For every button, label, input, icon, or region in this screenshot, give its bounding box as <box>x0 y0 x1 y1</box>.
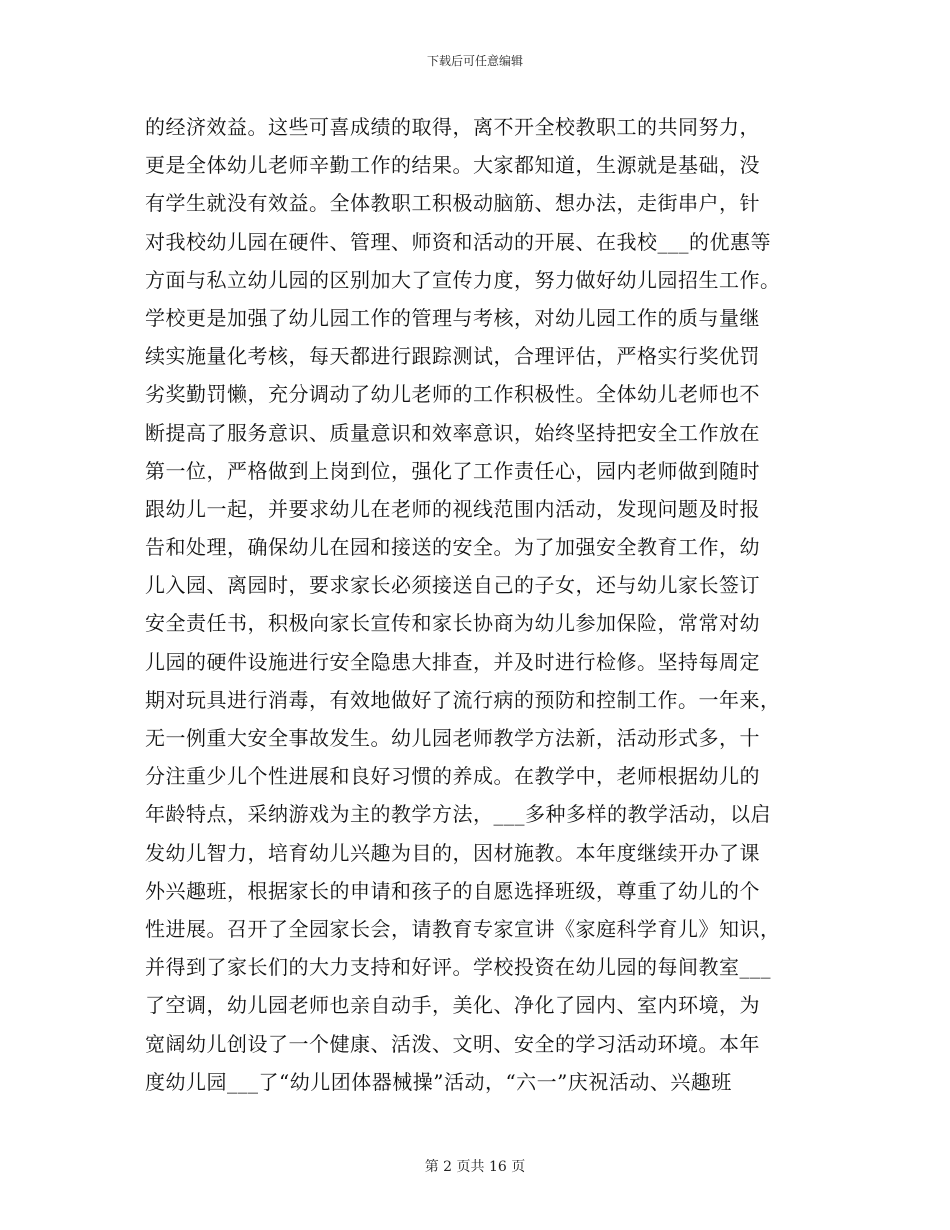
body-line: 度幼儿园___了“幼儿团体器械操”活动，“六一”庆祝活动、兴趣班 <box>145 1069 732 1094</box>
body-line: 续实施量化考核，每天都进行跟踪测试，合理评估，严格实行奖优罚 <box>145 344 760 369</box>
page-number: 第 2 页共 16 页 <box>424 1159 526 1175</box>
body-line: 学校更是加强了幼儿园工作的管理与考核，对幼儿园工作的质与量继 <box>145 305 760 330</box>
body-line: 外兴趣班，根据家长的申请和孩子的自愿选择班级，尊重了幼儿的个 <box>145 878 760 903</box>
body-line: 劣奖勤罚懒，充分调动了幼儿老师的工作积极性。全体幼儿老师也不 <box>145 382 760 407</box>
body-line: 并得到了家长们的大力支持和好评。学校投资在幼儿园的每间教室___ <box>145 955 771 980</box>
body-line: 更是全体幼儿老师辛勤工作的结果。大家都知道，生源就是基础，没 <box>145 153 760 178</box>
body-line: 无一例重大安全事故发生。幼儿园老师教学方法新，活动形式多，十 <box>145 726 760 750</box>
body-line: 了空调，幼儿园老师也亲自动手，美化、净化了园内、室内环境，为 <box>145 993 760 1018</box>
document-body <box>145 108 810 1101</box>
body-line: 断提高了服务意识、质量意识和效率意识，始终坚持把安全工作放在 <box>145 420 760 445</box>
body-line: 儿入园、离园时，要求家长必须接送自己的子女，还与幼儿家长签订 <box>145 573 760 598</box>
body-line: 对我校幼儿园在硬件、管理、师资和活动的开展、在我校___的优惠等 <box>145 229 771 254</box>
body-line: 年龄特点，采纳游戏为主的教学方法，___多种多样的教学活动，以启 <box>145 802 771 827</box>
body-line: 跟幼儿一起，并要求幼儿在老师的视线范围内活动，发现问题及时报 <box>145 496 760 521</box>
body-line: 第一位，严格做到上岗到位，强化了工作责任心，园内老师做到随时 <box>145 458 760 483</box>
body-line: 分注重少儿个性进展和良好习惯的养成。在教学中，老师根据幼儿的 <box>145 764 760 789</box>
body-line: 安全责任书，积极向家长宣传和家长协商为幼儿参加保险，常常对幼 <box>145 611 760 636</box>
body-line: 有学生就没有效益。全体教职工积极动脑筋、想办法，走街串户，针 <box>145 191 760 216</box>
page-header-note: 下载后可任意编辑 <box>426 54 523 68</box>
body-line: 儿园的硬件设施进行安全隐患大排查，并及时进行检修。坚持每周定 <box>145 649 760 674</box>
body-line: 的经济效益。这些可喜成绩的取得，离不开全校教职工的共同努力， <box>145 115 760 139</box>
body-line: 期对玩具进行消毒，有效地做好了流行病的预防和控制工作。一年来， <box>145 687 781 712</box>
body-line: 告和处理，确保幼儿在园和接送的安全。为了加强安全教育工作，幼 <box>145 535 760 560</box>
body-line: 性进展。召开了全园家长会，请教育专家宣讲《家庭科学育儿》知识， <box>145 916 781 941</box>
body-line: 方面与私立幼儿园的区别加大了宣传力度，努力做好幼儿园招生工作。 <box>145 267 781 292</box>
body-line: 发幼儿智力，培育幼儿兴趣为目的，因材施教。本年度继续开办了课 <box>145 840 760 865</box>
body-line: 宽阔幼儿创设了一个健康、活泼、文明、安全的学习活动环境。本年 <box>145 1031 760 1056</box>
